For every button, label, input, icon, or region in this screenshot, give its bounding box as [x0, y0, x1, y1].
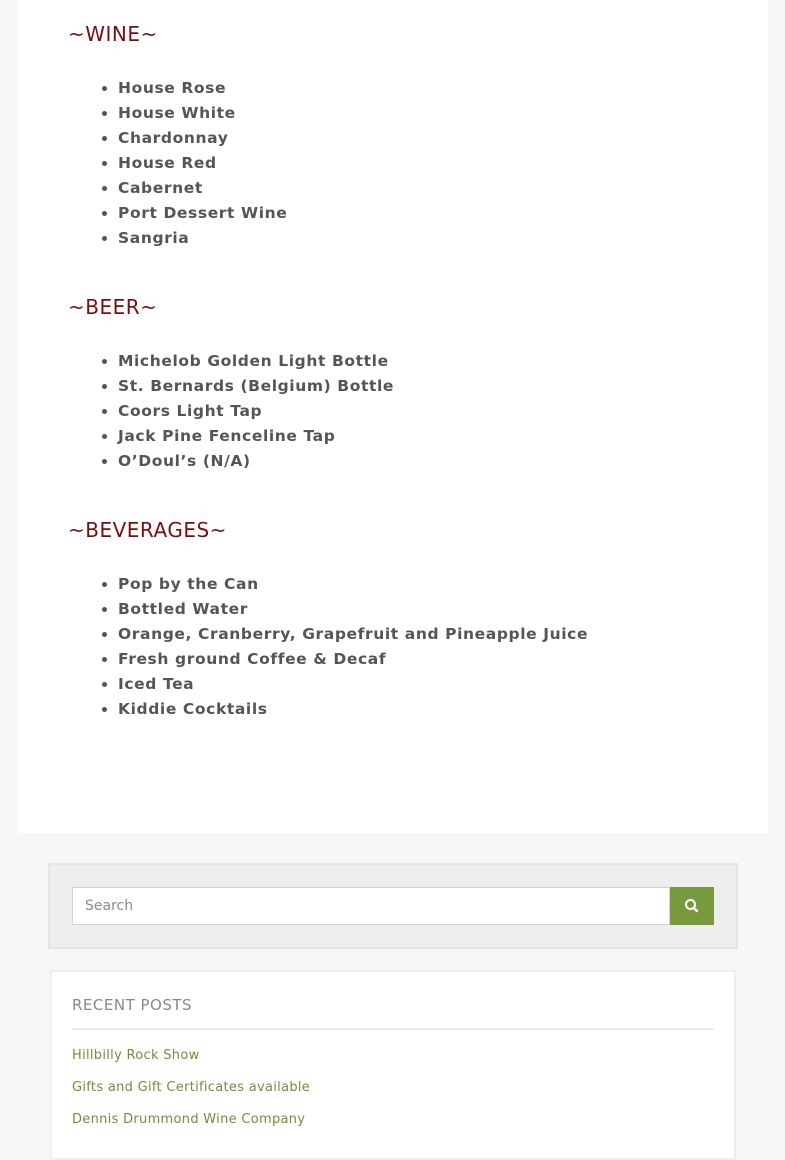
list-item: • Pop by the Can: [118, 572, 588, 597]
list-item: • O’Doul’s (N/A): [118, 449, 394, 474]
list-item: • Port Dessert Wine: [118, 201, 287, 226]
recent-posts-title: RECENT POSTS: [72, 996, 193, 1014]
post-link[interactable]: Hillbilly Rock Show: [72, 1048, 200, 1063]
beverages-heading: ~BEVERAGES~: [68, 518, 227, 542]
beer-list: [68, 349, 394, 474]
list-item: • House Red: [118, 151, 287, 176]
list-item: • St. Bernards (Belgium) Bottle: [118, 374, 394, 399]
post-link[interactable]: Gifts and Gift Certificates available: [72, 1080, 311, 1095]
list-item: • Cabernet: [118, 176, 287, 201]
post-link[interactable]: Dennis Drummond Wine Company: [72, 1112, 306, 1127]
menu-content-card: [18, 0, 768, 833]
list-item: • Jack Pine Fenceline Tap: [118, 424, 394, 449]
wine-heading: ~WINE~: [68, 22, 158, 46]
search-widget: [48, 863, 738, 949]
list-item: • Fresh ground Coffee & Decaf: [118, 647, 588, 672]
list-item: • Sangria: [118, 226, 287, 251]
list-item: • Iced Tea: [118, 672, 588, 697]
list-item: • House White: [118, 101, 287, 126]
beer-heading: ~BEER~: [68, 295, 158, 319]
recent-posts-widget: [50, 970, 736, 1160]
list-item: • Bottled Water: [118, 597, 588, 622]
search-button[interactable]: [670, 887, 714, 925]
list-item: • Michelob Golden Light Bottle: [118, 349, 394, 374]
list-item: • Coors Light Tap: [118, 399, 394, 424]
search-icon: [670, 887, 714, 925]
list-item: • Kiddie Cocktails: [118, 697, 588, 722]
search-input[interactable]: [72, 887, 670, 925]
list-item: • Chardonnay: [118, 126, 287, 151]
divider: [72, 1028, 714, 1030]
list-item: • House Rose: [118, 76, 287, 101]
wine-list: [68, 76, 287, 251]
beverages-list: [68, 572, 588, 722]
list-item: • Orange, Cranberry, Grapefruit and Pineapple Juice: [118, 622, 588, 647]
